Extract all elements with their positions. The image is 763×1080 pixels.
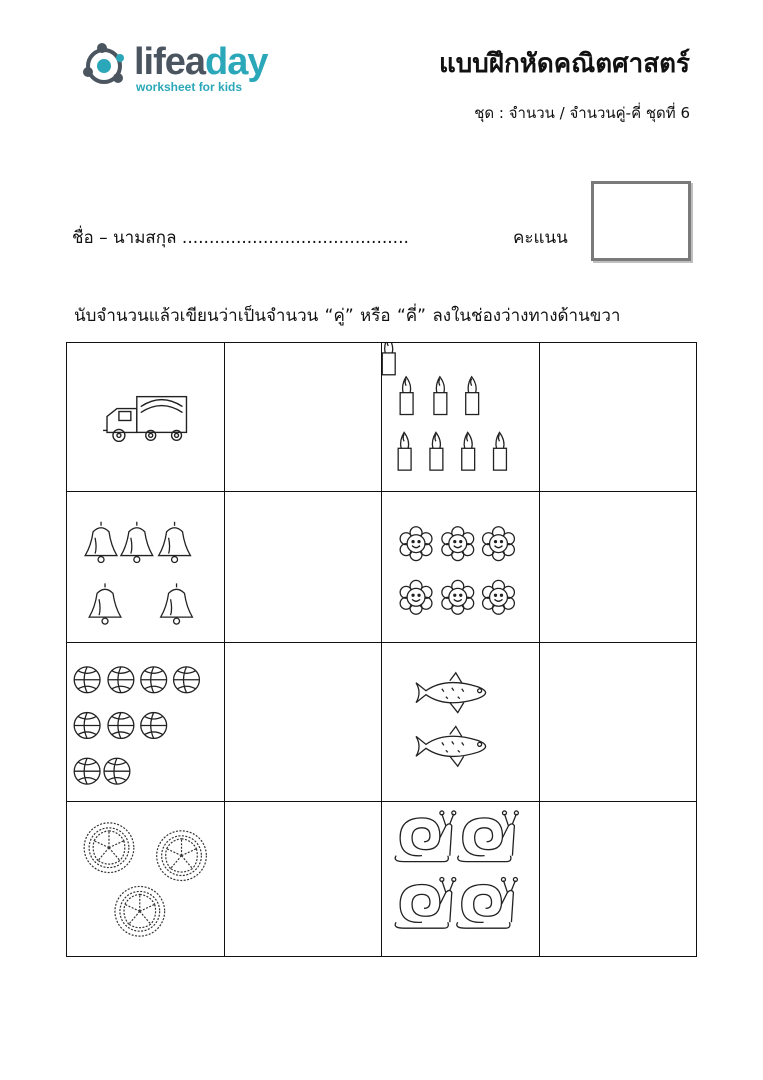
orange-slice-icon — [67, 802, 224, 956]
answer-cell[interactable] — [539, 343, 697, 492]
answer-cell[interactable] — [224, 492, 382, 643]
truck-icon — [67, 343, 224, 491]
ball-icon — [67, 643, 224, 801]
picture-cell-candles — [382, 343, 540, 492]
score-label: คะแนน — [513, 228, 568, 248]
fish-icon — [382, 643, 539, 801]
table-row — [67, 343, 697, 492]
logo-wordmark: lifeaday — [134, 41, 268, 83]
snail-icon — [382, 802, 539, 956]
logo-tagline: worksheet for kids — [136, 80, 243, 94]
picture-cell-orange-slices — [67, 802, 225, 957]
bell-icon — [67, 492, 224, 642]
answer-cell[interactable] — [539, 643, 697, 802]
picture-cell-fish — [382, 643, 540, 802]
answer-cell[interactable] — [539, 492, 697, 643]
candle-icon — [382, 343, 539, 491]
picture-cell-truck — [67, 343, 225, 492]
picture-cell-snails — [382, 802, 540, 957]
picture-cell-bells — [67, 492, 225, 643]
table-row — [67, 802, 697, 957]
exercise-table — [66, 342, 697, 957]
logo-mark-icon — [82, 40, 130, 90]
table-row — [67, 643, 697, 802]
worksheet-subtitle: ชุด : จำนวน / จำนวนคู่-คี่ ชุดที่ 6 — [474, 104, 690, 122]
answer-cell[interactable] — [539, 802, 697, 957]
answer-cell[interactable] — [224, 343, 382, 492]
score-box[interactable] — [591, 181, 691, 261]
worksheet-title: แบบฝึกหัดคณิตศาสตร์ — [439, 49, 690, 79]
answer-cell[interactable] — [224, 643, 382, 802]
picture-cell-flowers — [382, 492, 540, 643]
instruction-text: นับจำนวนแล้วเขียนว่าเป็นจำนวน “คู่” หรือ “คี่” ลงในช่องว่างทางด้านขวา — [74, 306, 621, 326]
answer-cell[interactable] — [224, 802, 382, 957]
name-field[interactable]: ชื่อ – นามสกุล .......................................... — [72, 228, 409, 248]
lifeaday-logo — [82, 38, 272, 98]
flower-icon — [382, 492, 539, 642]
picture-cell-balls — [67, 643, 225, 802]
table-row — [67, 492, 697, 643]
